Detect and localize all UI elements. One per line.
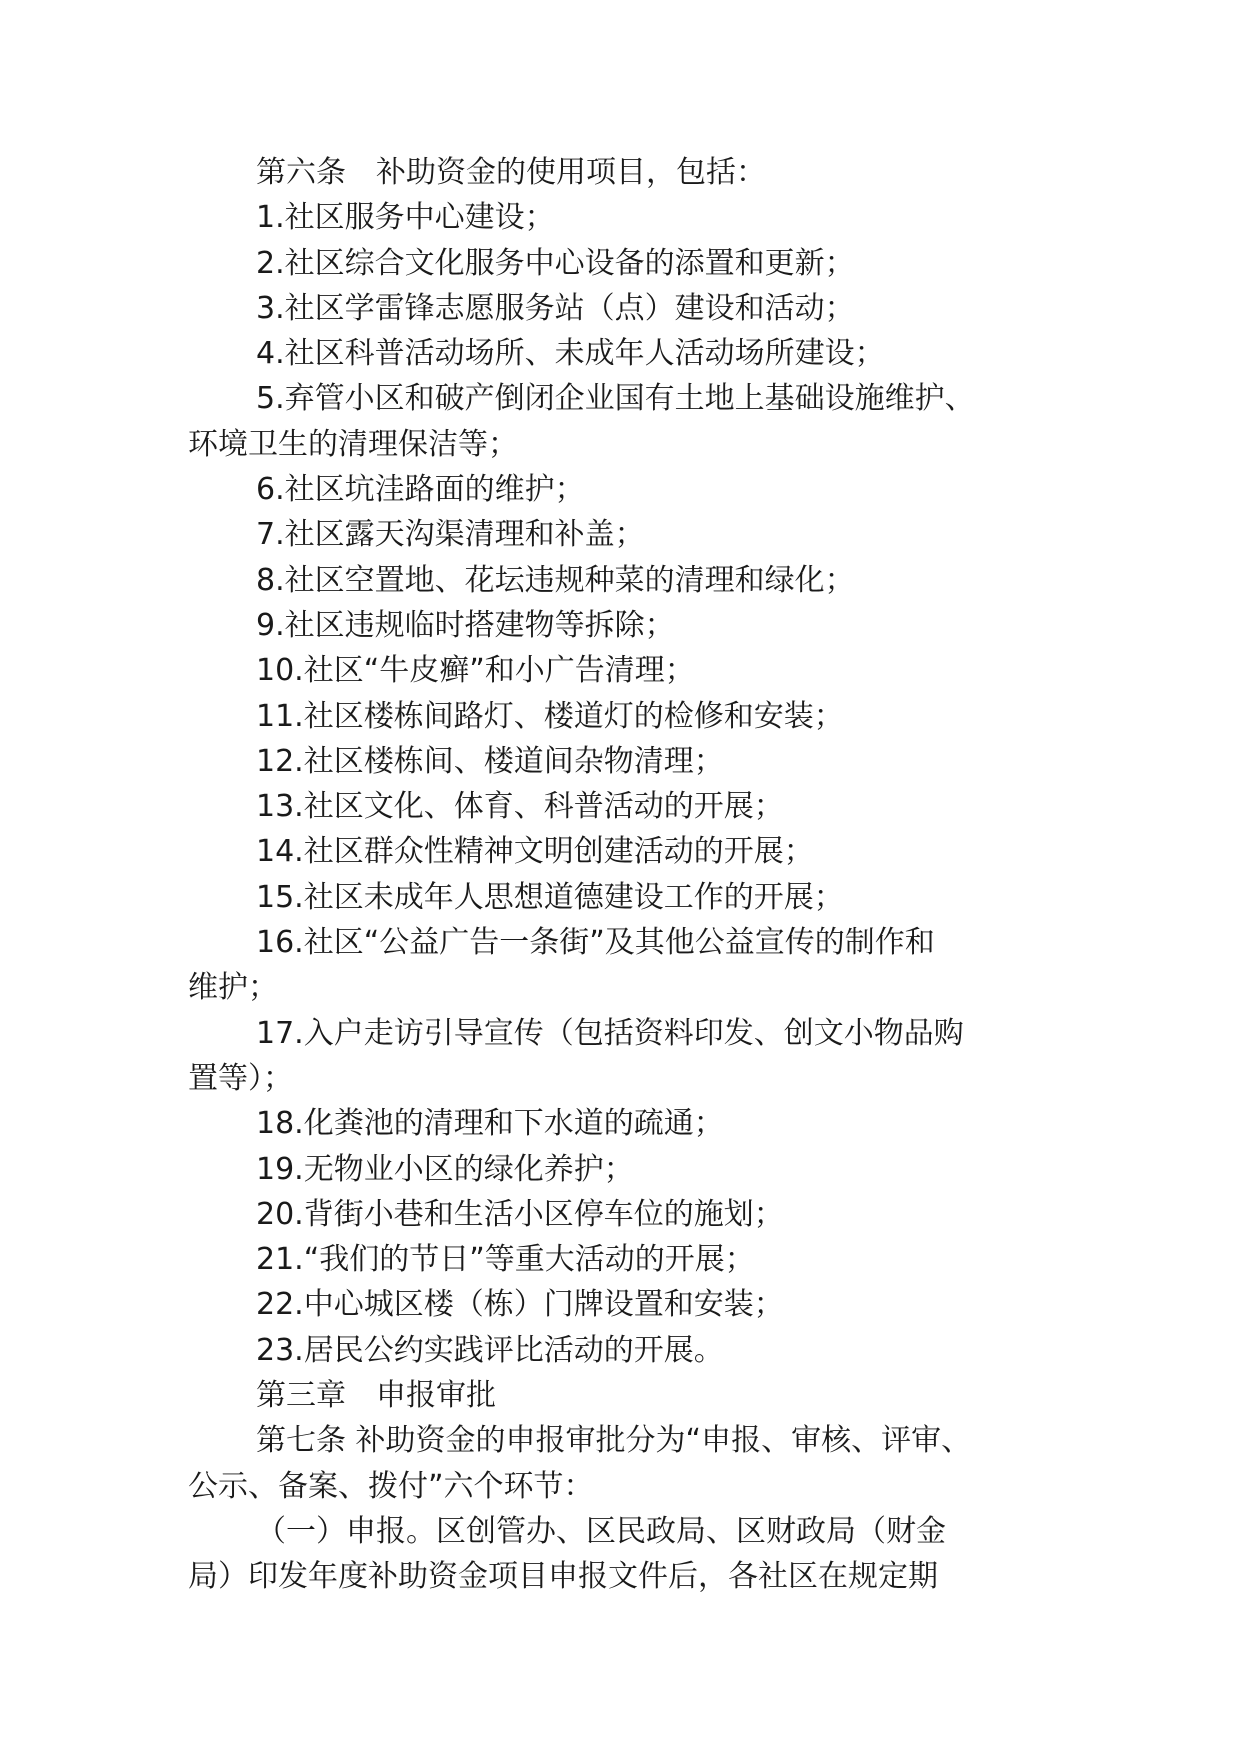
list-item-22: 22.中心城区楼（栋）门牌设置和安装； <box>256 1287 784 1323</box>
list-item-4: 4.社区科普活动场所、未成年人活动场所建设； <box>256 336 885 372</box>
list-item-11: 11.社区楼栋间路灯、楼道灯的检修和安装； <box>256 698 844 734</box>
chapter-3-heading: 第三章 申报审批 <box>256 1378 496 1414</box>
list-item-16-continued: 维护； <box>188 970 278 1006</box>
list-item-17: 17.入户走访引导宣传（包括资料印发、创文小物品购 <box>256 1015 964 1051</box>
list-item-17-continued: 置等）； <box>188 1060 293 1096</box>
list-item-20: 20.背街小巷和生活小区停车位的施划； <box>256 1196 784 1232</box>
list-item-5-continued: 环境卫生的清理保洁等； <box>188 426 518 462</box>
list-item-13: 13.社区文化、体育、科普活动的开展； <box>256 789 784 825</box>
section-1-paragraph-continued: 局）印发年度补助资金项目申报文件后，各社区在规定期 <box>188 1559 938 1595</box>
list-item-12: 12.社区楼栋间、楼道间杂物清理； <box>256 743 724 779</box>
list-item-15: 15.社区未成年人思想道德建设工作的开展； <box>256 879 844 915</box>
section-1-paragraph: （一）申报。区创管办、区民政局、区财政局（财金 <box>256 1513 946 1549</box>
list-item-14: 14.社区群众性精神文明创建活动的开展； <box>256 834 814 870</box>
list-item-21: 21.“我们的节日”等重大活动的开展； <box>256 1242 755 1278</box>
article-7-paragraph-continued: 公示、备案、拨付”六个环节： <box>188 1468 594 1504</box>
list-item-5: 5.弃管小区和破产倒闭企业国有土地上基础设施维护、 <box>256 381 975 417</box>
list-item-19: 19.无物业小区的绿化养护； <box>256 1151 634 1187</box>
list-item-7: 7.社区露天沟渠清理和补盖； <box>256 517 645 553</box>
document-body <box>188 150 1068 1600</box>
list-item-6: 6.社区坑洼路面的维护； <box>256 472 585 508</box>
list-item-2: 2.社区综合文化服务中心设备的添置和更新； <box>256 245 855 281</box>
list-item-10: 10.社区“牛皮癣”和小广告清理； <box>256 653 695 689</box>
list-item-1: 1.社区服务中心建设； <box>256 200 555 236</box>
article-6-heading: 第六条 补助资金的使用项目，包括： <box>256 155 766 190</box>
list-item-8: 8.社区空置地、花坛违规种菜的清理和绿化； <box>256 562 855 598</box>
list-item-3: 3.社区学雷锋志愿服务站（点）建设和活动； <box>256 290 855 326</box>
article-7-paragraph: 第七条 补助资金的申报审批分为“申报、审核、评审、 <box>256 1423 972 1459</box>
list-item-16: 16.社区“公益广告一条街”及其他公益宣传的制作和 <box>256 925 935 961</box>
list-item-9: 9.社区违规临时搭建物等拆除； <box>256 607 675 643</box>
list-item-18: 18.化粪池的清理和下水道的疏通； <box>256 1106 724 1142</box>
list-item-23: 23.居民公约实践评比活动的开展。 <box>256 1332 724 1368</box>
